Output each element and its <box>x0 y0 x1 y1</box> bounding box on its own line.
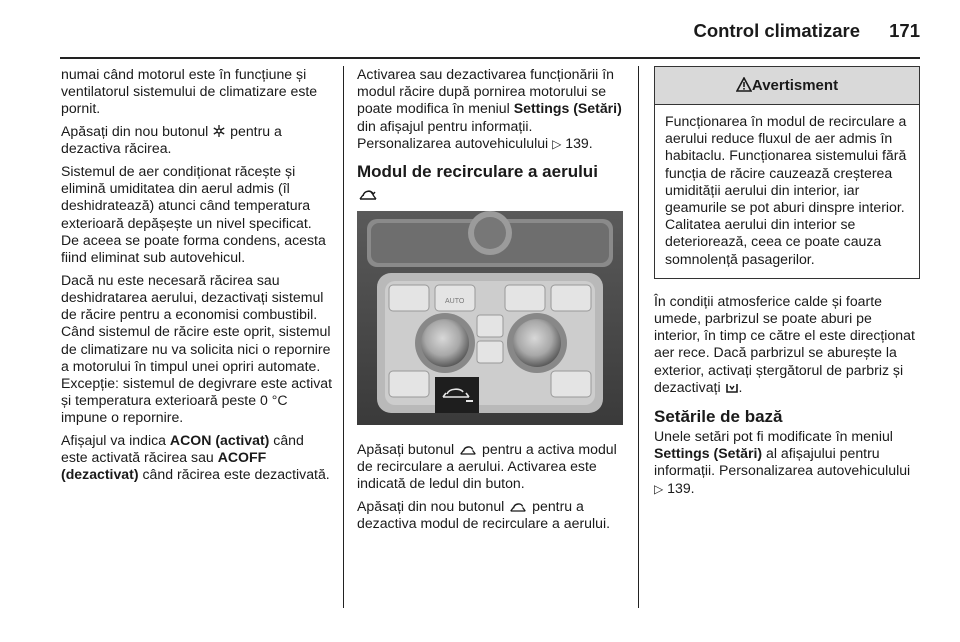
paragraph: Afișajul va indica ACON (activat) când este activată răcirea sau ACOFF (dezactivat) când răcirea este dezactivată. <box>61 432 330 483</box>
paragraph: numai când motorul este în funcțiune și ventilatorul sistemului de climatizare este pornit. <box>61 66 318 117</box>
warning-header <box>655 67 919 105</box>
warning-title: Avertisment <box>751 77 839 94</box>
paragraph: Sistemul de aer condiționat răcește și elimină umiditatea din aerul admis (îl deshidratează) atunci când temperatura exterioară depășește un nivel specificat. De aceea se poate forma condens, acesta fiind eliminat sub autovehicul. <box>61 163 326 266</box>
paragraph: Activarea sau dezactivarea funcționării în modul răcire după pornirea motorului se poate modifica în meniul Settings (Setări) din afișajul pentru informații. Personalizarea autovehiculului ▷ 139. <box>357 66 622 151</box>
page-reference-arrow-icon: ▷ <box>654 481 664 496</box>
paragraph: Apăsați din nou butonul pentru a dezactiva modul de recirculare a aerului. <box>357 497 611 531</box>
auto-label: AUTO <box>445 298 465 306</box>
snowflake-icon <box>212 124 226 138</box>
air-conditioning-icon <box>725 382 739 394</box>
paragraph: În condiții atmosferice calde și foarte umede, parbrizul se poate aburi pe interior, în timp ce către el este direcționat aer rece. Dacă parbrizul se aburește la exterior, activați ștergătorul de parbriz și dezactivați . <box>654 292 915 395</box>
recirculation-button-highlight <box>435 377 479 413</box>
header-divider <box>60 57 920 59</box>
recirculation-icon <box>357 187 379 201</box>
section-heading: Modul de recirculare a aerului <box>357 161 623 205</box>
warning-text: Funcționarea în modul de recirculare a aerului reduce fluxul de aer admis în habitaclu. Funcționarea sistemului fără funcția de răcire cauzează creșterea umidității aerului din interior, iar geamurile se pot aburi dinspre interior. Calitatea aerului din interior se deteriorează, ceea ce poate cauza somnolență pasagerilor. <box>665 113 907 267</box>
section-heading: Setările de bază <box>654 407 783 427</box>
climate-control-panel-photo <box>357 211 623 425</box>
paragraph: Apăsați butonul pentru a activa modul de recirculare a aerului. Activarea este indicată de ledul din buton. <box>357 441 617 492</box>
column-left <box>61 66 333 489</box>
column-middle <box>357 66 623 538</box>
page-reference-arrow-icon: ▷ <box>552 136 562 151</box>
header-title: Control climatizare <box>693 20 860 41</box>
column-divider-2 <box>638 66 639 608</box>
recirculation-icon <box>458 443 478 456</box>
column-divider-1 <box>343 66 344 608</box>
paragraph: Unele setări pot fi modificate în meniul Settings (Setări) al afișajului pentru informații. Personalizarea autovehiculului ▷ 139. <box>654 428 911 496</box>
paragraph: Dacă nu este necesară răcirea sau deshidratarea aerului, dezactivați sistemul de răcire pentru a economisi combustibil. Când sistemul de răcire este oprit, sistemul de climatizare nu va solicita nici o repornire a motorului în timpul unei opriri automate. <box>61 271 331 374</box>
page-header <box>0 16 960 46</box>
paragraph: Apăsați din nou butonul pentru a dezactiva răcirea. <box>61 123 282 157</box>
recirculation-icon <box>508 500 528 513</box>
paragraph: Excepție: sistemul de degivrare este activat și temperatura exterioară peste 0 °C impune o repornire. <box>61 374 333 426</box>
column-right <box>654 66 920 503</box>
page-number: 171 <box>889 20 920 41</box>
warning-body <box>655 105 919 278</box>
warning-box <box>654 66 920 279</box>
warning-triangle-icon <box>736 77 752 92</box>
